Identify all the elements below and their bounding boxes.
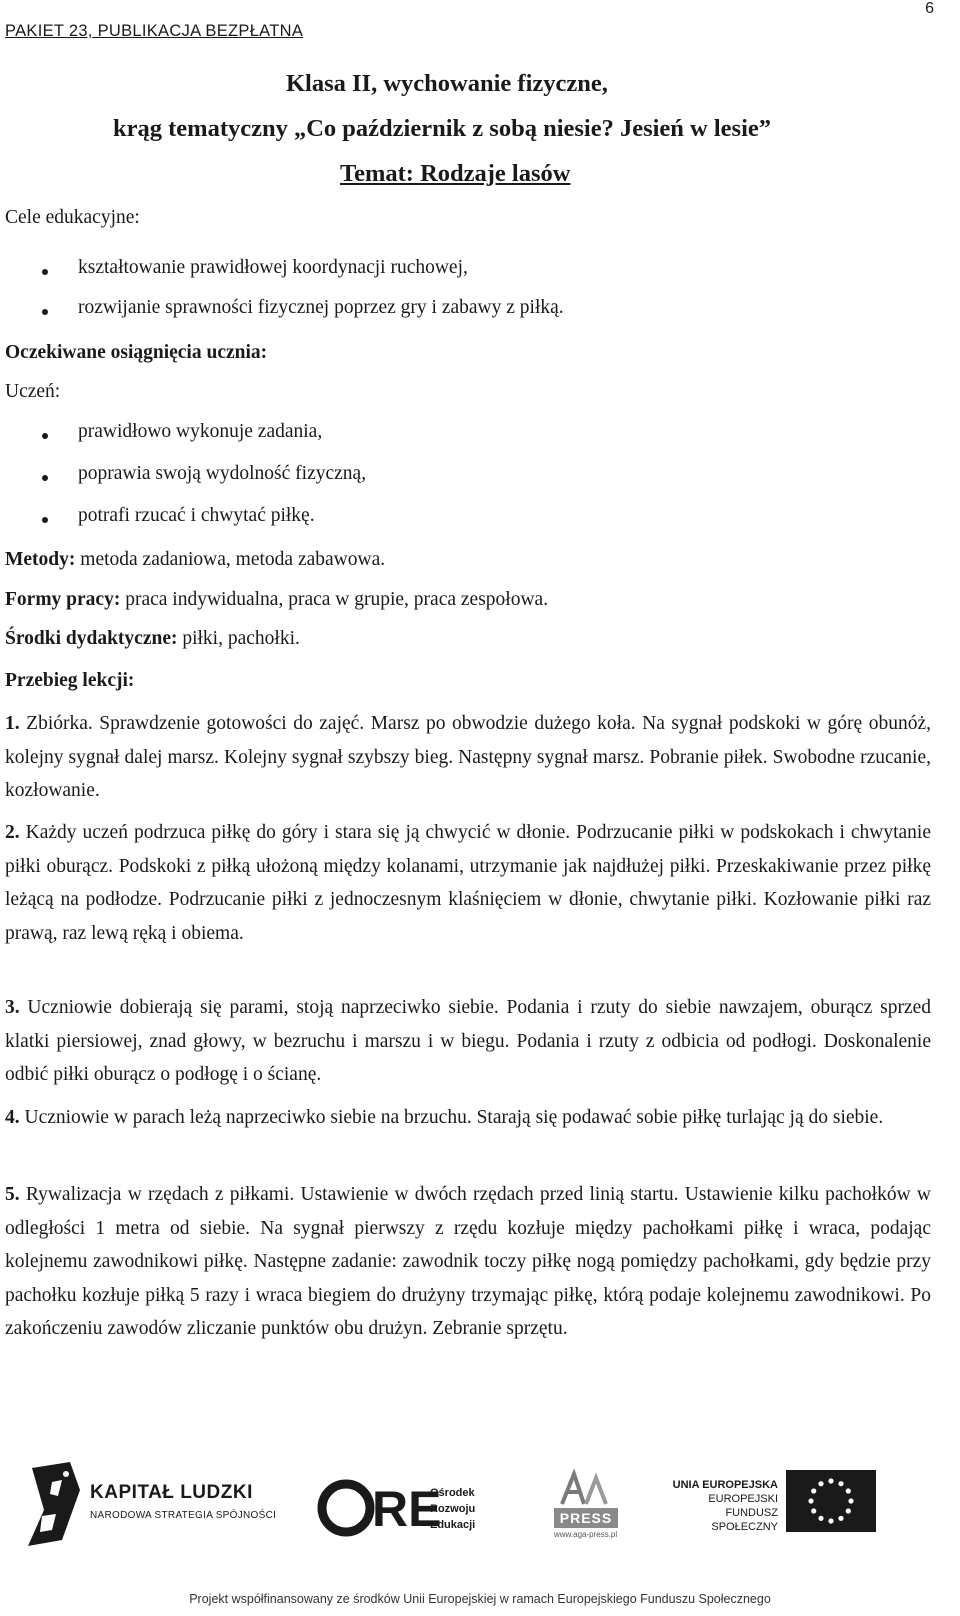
aids-value: piłki, pachołki. (177, 628, 300, 649)
methods-label: Metody: (5, 549, 76, 570)
goals-label: Cele edukacyjne: (5, 207, 140, 228)
bullet-icon (42, 475, 48, 481)
bullet-icon (42, 517, 48, 523)
aids-line (5, 625, 937, 653)
title-class: Klasa II, wychowanie fizyczne, (286, 70, 608, 97)
methods-line (5, 546, 937, 574)
forms-line (5, 586, 937, 614)
eu-star-icon (846, 1488, 851, 1493)
lesson-step: 1. Zbiórka. Sprawdzenie gotowości do zajęć. Marsz po obwodzie dużego koła. Na sygnał podskoki w górę obunóż, kolejny sygnał dalej marsz. Kolejny sygnał szybszy bieg. Następny sygnał marsz. Pobranie piłek. Swobodne rzucanie, kozłowanie. (5, 713, 931, 801)
aids-label: Środki dydaktyczne: (5, 628, 178, 649)
eu-star-icon (828, 1478, 833, 1483)
methods-value: metoda zadaniowa, metoda zabawowa. (75, 549, 386, 570)
eu-text: UNIA EUROPEJSKA EUROPEJSKI FUNDUSZ SPOŁECZNY (672, 1479, 778, 1533)
forms-value: praca indywidualna, praca w grupie, praca zespołowa. (120, 589, 549, 610)
outcomes-label: Oczekiwane osiągnięcia ucznia: (5, 342, 268, 363)
footer (0, 1440, 960, 1616)
bullet-icon (42, 433, 48, 439)
kapital-ludzki-logo (22, 1460, 292, 1550)
lesson-step: 4. Uczniowie w parach leżą naprzeciwko siebie na brzuchu. Starają się podawać sobie piłkę turlając ją do siebie. (5, 1107, 884, 1128)
forms-label: Formy pracy: (5, 589, 121, 610)
eu-star-icon (818, 1516, 823, 1521)
eu-star-icon (811, 1488, 816, 1493)
running-header: PAKIET 23, PUBLIKACJA BEZPŁATNA (5, 22, 304, 40)
title-theme: krąg tematyczny „Co październik z sobą niesie? Jesień w lesie” (113, 115, 772, 142)
lesson-step: 5. Rywalizacja w rzędach z piłkami. Ustawienie w dwóch rzędach przed linią startu. Ustawienie kilku pachołków w odległości 1 metra od siebie. Na sygnał pierwszy z rzędu kozłuje między pachołkami piłkę i wraca, podając kolejnemu zawodnikowi piłkę. Następne zadanie: zawodnik toczy piłkę nogą pomiędzy pachołkami, gdy będzie przy pachołku kozłuje piłką 5 razy i wraca biegiem do drużyny trzymając piłkę, którą podaje kolejnemu zawodnikowi. Po zakończeniu zawodów zliczanie punktów obu drużyn. Zebranie sprzętu. (5, 1184, 931, 1339)
kl-subtitle: NARODOWA STRATEGIA SPÓJNOŚCI (90, 1510, 277, 1521)
aga-press-badge: PRESS (554, 1508, 618, 1528)
eu-star-icon (846, 1508, 851, 1513)
eu-star-icon (848, 1498, 853, 1503)
eu-star-icon (828, 1518, 833, 1523)
footer-note: Projekt współfinansowany ze środków Unii Europejskiej w ramach Europejskiego Funduszu Społecznego (189, 1592, 771, 1606)
lesson-step: 3. Uczniowie dobierają się parami, stoją naprzeciwko siebie. Podania i rzuty do siebie nawzajem, oburącz sprzed klatki piersiowej, znad głowy, w bezruchu i marszu i w biegu. Podania i rzuty z odbicia od podłogi. Doskonalenie odbić piłki oburącz o podłogę i o ścianę. (5, 997, 931, 1085)
bullet-icon (42, 309, 48, 315)
aga-url: www.aga-press.pl (554, 1530, 618, 1539)
eu-star-icon (818, 1481, 823, 1486)
bullet-icon (42, 269, 48, 275)
eu-star-icon (808, 1498, 813, 1503)
ore-text: Ośrodek Rozwoju Edukacji (430, 1487, 476, 1531)
title-topic: Temat: Rodzaje lasów (340, 160, 571, 187)
eu-flag-icon (786, 1470, 876, 1532)
eu-star-icon (838, 1516, 843, 1521)
eu-star-icon (838, 1481, 843, 1486)
svg-text:RE: RE (372, 1481, 442, 1537)
lesson-label: Przebieg lekcji: (5, 670, 135, 691)
kl-title: KAPITAŁ LUDZKI (90, 1482, 253, 1503)
page-number: 6 (925, 0, 934, 17)
lesson-step: 2. Każdy uczeń podrzuca piłkę do góry i stara się ją chwycić w dłonie. Podrzucanie piłki w podskokach i chwytanie piłki oburącz. Podskoki z piłką ułożoną między kolanami, utrzymanie jak najdłużej piłki. Przeskakiwanie przez piłkę leżącą na podłodze. Podrzucanie piłki z jednoczesnym klaśnięciem w dłonie, chwytanie piłki. Kozłowanie piłki raz prawą, raz lewą ręką i obiema. (5, 822, 931, 944)
eu-star-icon (811, 1508, 816, 1513)
student-label: Uczeń: (5, 381, 61, 402)
